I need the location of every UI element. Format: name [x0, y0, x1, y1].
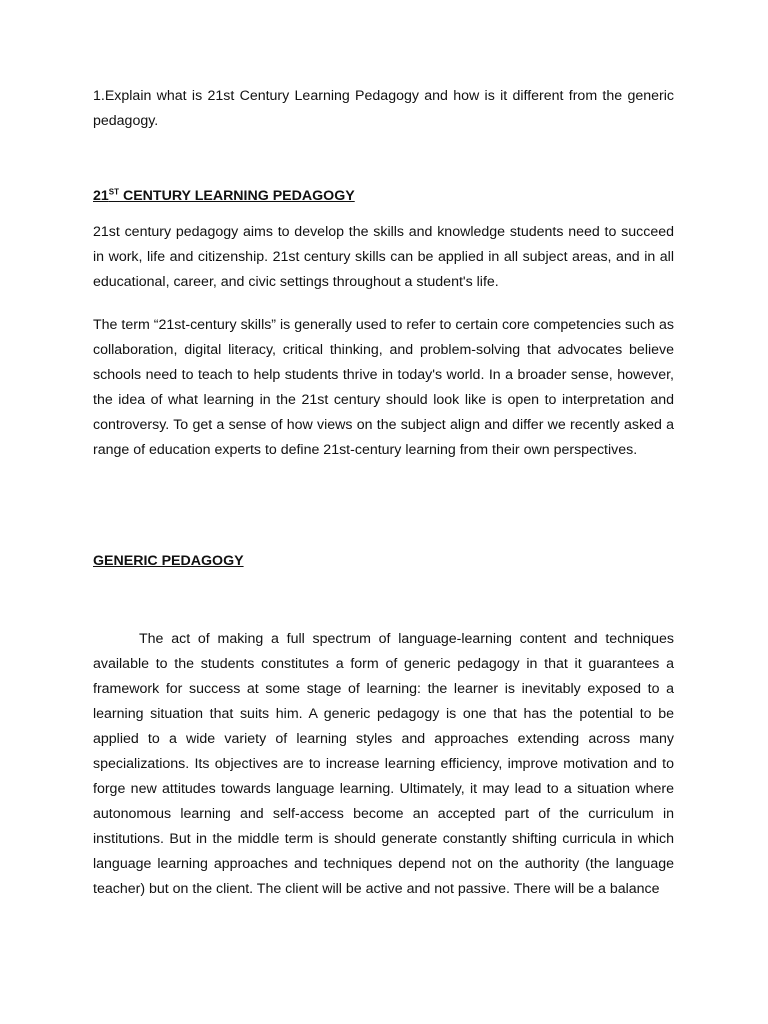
heading-superscript: ST	[108, 187, 120, 197]
paragraph-generic-pedagogy: The act of making a full spectrum of language-learning content and techniques available to the students constitutes a form of generic pedagogy in that it guarantees a framework for success at some stage of learning: the learner is inevitably exposed to a learning situation that suits him. A generic pedagogy is one that has the potential to be applied to a wide variety of learning styles and approaches extending across many specializations. Its objectives are to increase learning efficiency, improve motivation and to forge new attitudes towards language learning. Ultimately, it may lead to a situation where autonomous learning and self-access become an accepted part of the curriculum in institutions. But in the middle term is should generate constantly shifting curricula in which language learning approaches and techniques depend not on the authority (the language teacher) but on the client. The client will be active and not passive. There will be a balance	[93, 631, 674, 897]
question-text: 1.Explain what is 21st Century Learning Pedagogy and how is it different from the generic pedagogy.	[93, 88, 674, 129]
heading-number: 21	[93, 188, 109, 204]
paragraph-21st-century-skills: The term “21st-century skills” is generally used to refer to certain core competencies such as collaboration, digital literacy, critical thinking, and problem-solving that advocates believe schools need to teach to help students thrive in today's world. In a broader sense, however, the idea of what learning in the 21st century should look like is open to interpretation and controversy. To get a sense of how views on the subject align and differ we recently asked a range of education experts to define 21st-century learning from their own perspectives.	[93, 317, 674, 458]
heading-title: CENTURY LEARNING PEDAGOGY	[119, 188, 355, 204]
section-heading-generic-pedagogy: GENERIC PEDAGOGY	[93, 553, 244, 569]
paragraph-21st-century-intro: 21st century pedagogy aims to develop the skills and knowledge students need to succeed in work, life and citizenship. 21st century skills can be applied in all subject areas, and in all educational, career, and civic settings throughout a student's life.	[93, 224, 674, 290]
section-heading-21st-century	[93, 186, 355, 206]
